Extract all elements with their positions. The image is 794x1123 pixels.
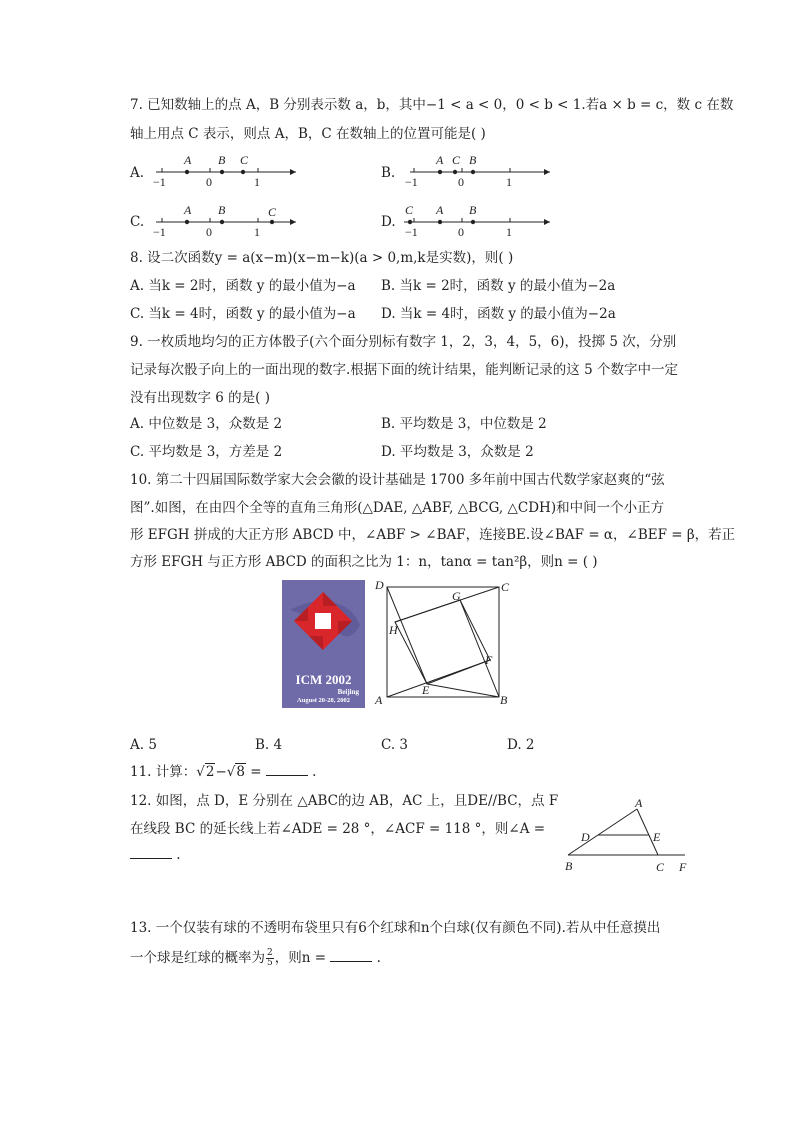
q13-text-a: 一个球是红球的概率为: [130, 950, 265, 966]
q10-option-d: D. 2: [507, 737, 535, 753]
q11-equals: =: [245, 764, 266, 780]
q11-minus: −: [215, 764, 227, 780]
q9-stem-line3: 没有出现数字 6 的是( ): [130, 390, 270, 406]
q8-stem: 8. 设二次函数y = a(x−m)(x−m−k)(a > 0,m,k是实数)，则( ): [130, 250, 514, 266]
q7-option-a-label: A.: [130, 165, 145, 181]
q8-option-c: C. 当k = 4时，函数 y 的最小值为−a: [130, 306, 356, 322]
sqrt-symbol: √: [226, 764, 236, 780]
svg-text:A: A: [436, 153, 444, 167]
svg-text:F: F: [679, 860, 687, 874]
q12-stem-line2: 在线段 BC 的延长线上若∠ADE = 28 °，∠ACF = 118 °，则∠A =: [130, 821, 546, 837]
q10-string-figure: [372, 576, 514, 710]
icm-2002-logo: [282, 580, 365, 708]
q13-denominator: 5: [267, 958, 273, 968]
svg-text:1: 1: [506, 225, 512, 239]
svg-text:0: 0: [458, 175, 464, 189]
q9-stem-line1: 9. 一枚质地均匀的正方体骰子(六个面分别标有数字 1，2，3，4，5，6)，投掷 5 次，分别: [130, 334, 677, 350]
q9-option-b: B. 平均数是 3，中位数是 2: [381, 416, 547, 432]
q8-option-a: A. 当k = 2时，函数 y 的最小值为−a: [130, 278, 356, 294]
q12-stem-line1: 12. 如图，点 D，E 分别在 △ABC的边 AB，AC 上，且DE//BC，点 F: [130, 793, 559, 809]
q10-option-a: A. 5: [130, 737, 157, 753]
q10-option-b: B. 4: [255, 737, 283, 753]
svg-text:−1: −1: [153, 175, 166, 189]
svg-text:C: C: [452, 153, 461, 167]
svg-text:H: H: [389, 623, 398, 637]
q13-answer-blank[interactable]: [330, 949, 372, 962]
q9-option-a: A. 中位数是 3，众数是 2: [130, 416, 283, 432]
q11-answer-blank[interactable]: [266, 763, 308, 776]
q10-stem-line4: 方形 EFGH 与正方形 ABCD 的面积之比为 1：n，tanα = tan²β，则n = ( ): [130, 554, 598, 570]
q8-option-b: B. 当k = 2时，函数 y 的最小值为−2a: [381, 278, 616, 294]
sqrt-symbol: √: [196, 764, 205, 780]
q7-stem-line2: 轴上用点 C 表示，则点 A，B，C 在数轴上的位置可能是( ): [130, 126, 486, 142]
q13-numerator: 2: [267, 948, 273, 958]
q13-stem-line1: 13. 一个仅装有球的不透明布袋里只有6个红球和n个白球(仅有颜色不同).若从中任意摸出: [130, 920, 661, 936]
svg-text:B: B: [218, 203, 226, 217]
svg-text:1: 1: [254, 175, 260, 189]
svg-text:C: C: [656, 860, 665, 874]
logo-title: ICM 2002: [295, 672, 352, 687]
svg-text:B: B: [565, 859, 573, 873]
q7-option-d-numberline: [400, 200, 554, 240]
q10-stem-line2: 图”.如图，在由四个全等的直角三角形(△DAE, △ABF, △BCG, △CDH)和中间一个小正方: [130, 500, 665, 516]
svg-text:B: B: [469, 153, 477, 167]
logo-date: August 20-28, 2002: [297, 697, 350, 704]
q7-option-b-label: B.: [381, 165, 396, 181]
q7-option-b-numberline: [404, 150, 554, 190]
svg-text:A: A: [375, 693, 383, 707]
q9-option-d: D. 平均数是 3，众数是 2: [381, 444, 534, 460]
svg-text:−1: −1: [405, 225, 418, 239]
q7-stem-line1: 7. 已知数轴上的点 A，B 分别表示数 a，b，其中−1 < a < 0，0 < b < 1.若a × b = c，数 c 在数: [130, 97, 734, 113]
q10-stem-line1: 10. 第二十四届国际数学家大会会徽的设计基础是 1700 多年前中国古代数学家赵爽的“弦: [130, 472, 665, 488]
svg-text:D: D: [581, 830, 590, 844]
q7-option-c-numberline: [150, 200, 300, 240]
q11-stem: 11. 计算：√2−√8 = .: [130, 764, 317, 780]
svg-text:B: B: [500, 693, 508, 707]
q10-stem-line3: 形 EFGH 拼成的大正方形 ABCD 中，∠ABF > ∠BAF，连接BE.设∠BAF = α，∠BEF = β，若正: [130, 527, 736, 543]
svg-text:A: A: [635, 797, 643, 810]
q12-stem-line3: .: [130, 845, 181, 865]
q7-option-a-numberline: [150, 150, 300, 190]
q13-fraction: [266, 949, 274, 968]
svg-text:A: A: [436, 203, 444, 217]
q13-stem-line2: [130, 948, 381, 968]
q9-stem-line2: 记录每次骰子向上的一面出现的数字.根据下面的统计结果，能判断记录的这 5 个数字中一定: [130, 362, 678, 378]
q8-option-d: D. 当k = 4时，函数 y 的最小值为−2a: [381, 306, 616, 322]
svg-text:0: 0: [458, 225, 464, 239]
svg-text:C: C: [240, 153, 249, 167]
q9-option-c: C. 平均数是 3，方差是 2: [130, 444, 283, 460]
svg-text:C: C: [501, 580, 510, 594]
q12-answer-blank[interactable]: [130, 846, 172, 859]
q11-prefix: 11. 计算：: [130, 764, 197, 780]
svg-text:G: G: [452, 589, 461, 603]
svg-text:E: E: [422, 683, 430, 697]
q13-end: .: [372, 950, 381, 966]
svg-text:0: 0: [206, 175, 212, 189]
svg-text:B: B: [469, 203, 477, 217]
q7-option-c-label: C.: [130, 214, 145, 230]
svg-text:A: A: [184, 203, 192, 217]
q10-option-c: C. 3: [381, 737, 409, 753]
svg-text:0: 0: [206, 225, 212, 239]
q11-radicand-1: 2: [205, 764, 215, 780]
svg-text:B: B: [218, 153, 226, 167]
svg-text:A: A: [184, 153, 192, 167]
logo-city: Beijing: [337, 688, 359, 696]
q12-triangle-figure: [560, 797, 700, 879]
q13-text-b: ，则n =: [274, 950, 331, 966]
svg-text:1: 1: [254, 225, 260, 239]
svg-text:E: E: [653, 830, 661, 844]
svg-text:F: F: [485, 653, 493, 667]
svg-text:−1: −1: [405, 175, 418, 189]
svg-text:1: 1: [506, 175, 512, 189]
q7-option-d-label: D.: [381, 214, 396, 230]
svg-text:−1: −1: [153, 225, 166, 239]
q11-radicand-2: 8: [236, 764, 245, 780]
svg-text:C: C: [405, 203, 414, 217]
svg-text:C: C: [268, 205, 277, 219]
svg-text:D: D: [375, 578, 384, 592]
